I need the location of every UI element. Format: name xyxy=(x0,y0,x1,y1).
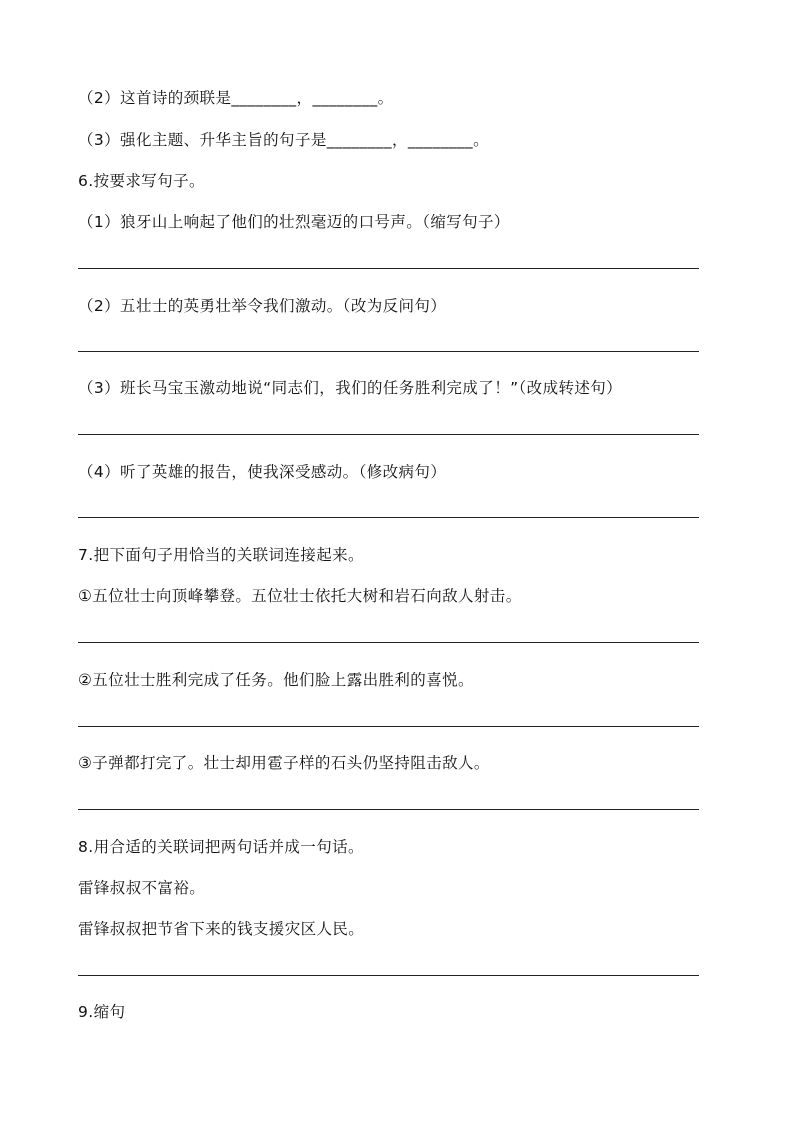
answer-line-8[interactable] xyxy=(78,975,699,976)
question-6-2: （2）五壮士的英勇壮举令我们激动。（改为反问句） xyxy=(78,297,447,315)
answer-line-6-4[interactable] xyxy=(78,517,699,518)
question-8-sentence-2: 雷锋叔叔把节省下来的钱支援灾区人民。 xyxy=(78,920,365,938)
question-7-2: ②五位壮士胜利完成了任务。他们脸上露出胜利的喜悦。 xyxy=(78,671,474,689)
answer-line-7-3[interactable] xyxy=(78,809,699,810)
question-5-2: （2）这首诗的颈联是________，________。 xyxy=(78,89,394,107)
answer-line-6-3[interactable] xyxy=(78,434,699,435)
answer-line-7-2[interactable] xyxy=(78,726,699,727)
question-6-1: （1）狼牙山上响起了他们的壮烈毫迈的口号声。（缩写句子） xyxy=(78,213,510,231)
answer-line-7-1[interactable] xyxy=(78,642,699,643)
question-7-3: ③子弹都打完了。壮士却用雹子样的石头仍坚持阻击敌人。 xyxy=(78,754,490,772)
question-7-1: ①五位壮士向顶峰攀登。五位壮士依托大树和岩石向敌人射击。 xyxy=(78,587,522,605)
question-8-sentence-1: 雷锋叔叔不富裕。 xyxy=(78,879,206,897)
question-6-3: （3）班长马宝玉激动地说“同志们，我们的任务胜利完成了！”（改成转述句） xyxy=(78,379,623,397)
question-7-heading: 7.把下面句子用恰当的关联词连接起来。 xyxy=(78,546,364,564)
question-5-3: （3）强化主题、升华主旨的句子是________，________。 xyxy=(78,131,489,149)
question-6-heading: 6.按要求写句子。 xyxy=(78,172,205,190)
answer-line-6-1[interactable] xyxy=(78,268,699,269)
answer-line-6-2[interactable] xyxy=(78,351,699,352)
question-8-heading: 8.用合适的关联词把两句话并成一句话。 xyxy=(78,838,364,856)
question-9-heading: 9.缩句 xyxy=(78,1003,126,1021)
question-6-4: （4）听了英雄的报告，使我深受感动。（修改病句） xyxy=(78,463,447,481)
